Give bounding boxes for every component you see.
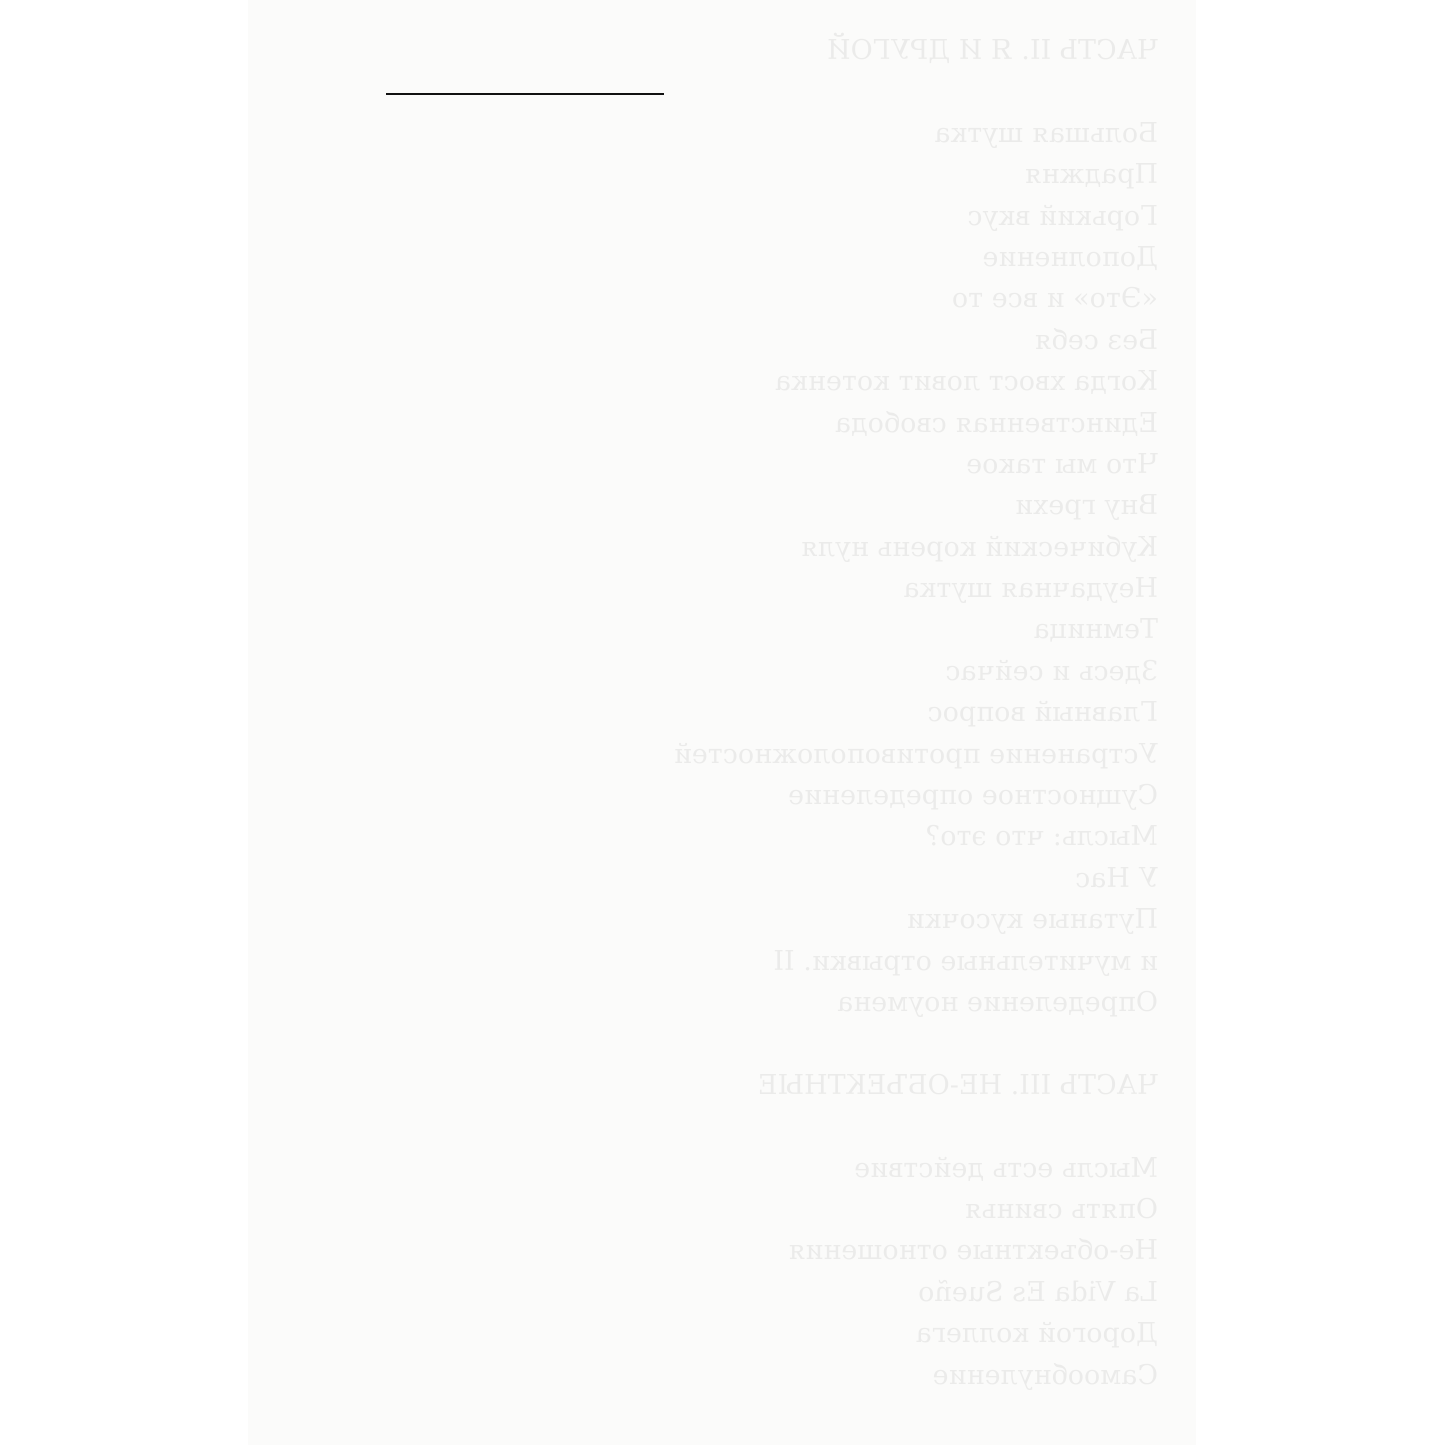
bleed-through-texture: ЧАСТЬ II. Я И ДРУГОЙ Большая шутка Праджня Горький вкус Дополнение «Это» и все то Без себя Когда хвост ловит котенка Единственная свобода Что мы такое Вну грехи Кубический корень нуля Неудачная шутка Темница Здесь и сейчас Главный вопрос Устранение противоположностей Сущностное определение Мысль: что это? У Нас Путаные кусочки и мучительные отрывки. II Определение ноумена ЧАСТЬ III. НЕ-ОБЪЕКТНЫЕ Мысль есть действие Опять свинья Не-объектные отношения La Vida Es Sueño Дорогой коллега Самообнуление	[673, 35, 1158, 1391]
title-underline	[386, 93, 664, 95]
book-page	[248, 0, 1196, 1445]
